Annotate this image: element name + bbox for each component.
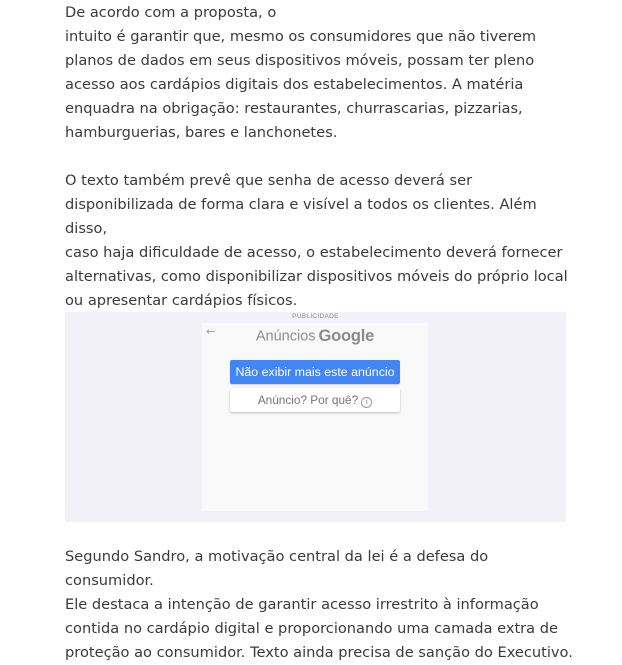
ad-frame <box>202 323 428 511</box>
ad-label: PUBLICIDADE <box>292 313 339 320</box>
ad-brand-prefix: Anúncios <box>255 328 316 345</box>
article-paragraph: De acordo com a proposta, o intuito é garantir que, mesmo os consumidores que não tiverem planos de dados em seus dispositivos móveis, possam ter pleno acesso aos cardápios digitais dos estabelecimentos. A matéria enquadra na obrigação: restaurantes, churrascarias, pizzarias, hamburguerias, bares e lanchonetes. <box>65 4 537 141</box>
info-icon: i <box>361 397 372 408</box>
arrow-left-icon[interactable]: ← <box>206 325 216 338</box>
google-logo: Google <box>318 327 375 345</box>
article-paragraph: Segundo Sandro, a motivação central da lei é a defesa do consumidor. Ele destaca a intenção de garantir acesso irrestrito à informação contida no cardápio digital e proporcionando uma camada extra de proteção ao consumidor. Texto ainda precisa de sanção do Executivo. <box>65 548 573 661</box>
article-paragraph: O texto também prevê que senha de acesso deverá ser disponibilizada de forma clara e visível a todos os clientes. Além disso, caso haja dificuldade de acesso, o estabelecimento deverá fornecer alternativas, como disponibilizar dispositivos móveis do próprio local ou apresentar cardápios físicos. <box>65 172 568 309</box>
ad-brand-heading <box>202 327 428 346</box>
advertisement-block <box>65 312 566 522</box>
hide-ad-button[interactable]: Não exibir mais este anúncio <box>230 360 400 384</box>
why-this-ad-label: Anúncio? Por quê? <box>257 393 359 407</box>
why-this-ad-button[interactable] <box>230 388 400 412</box>
